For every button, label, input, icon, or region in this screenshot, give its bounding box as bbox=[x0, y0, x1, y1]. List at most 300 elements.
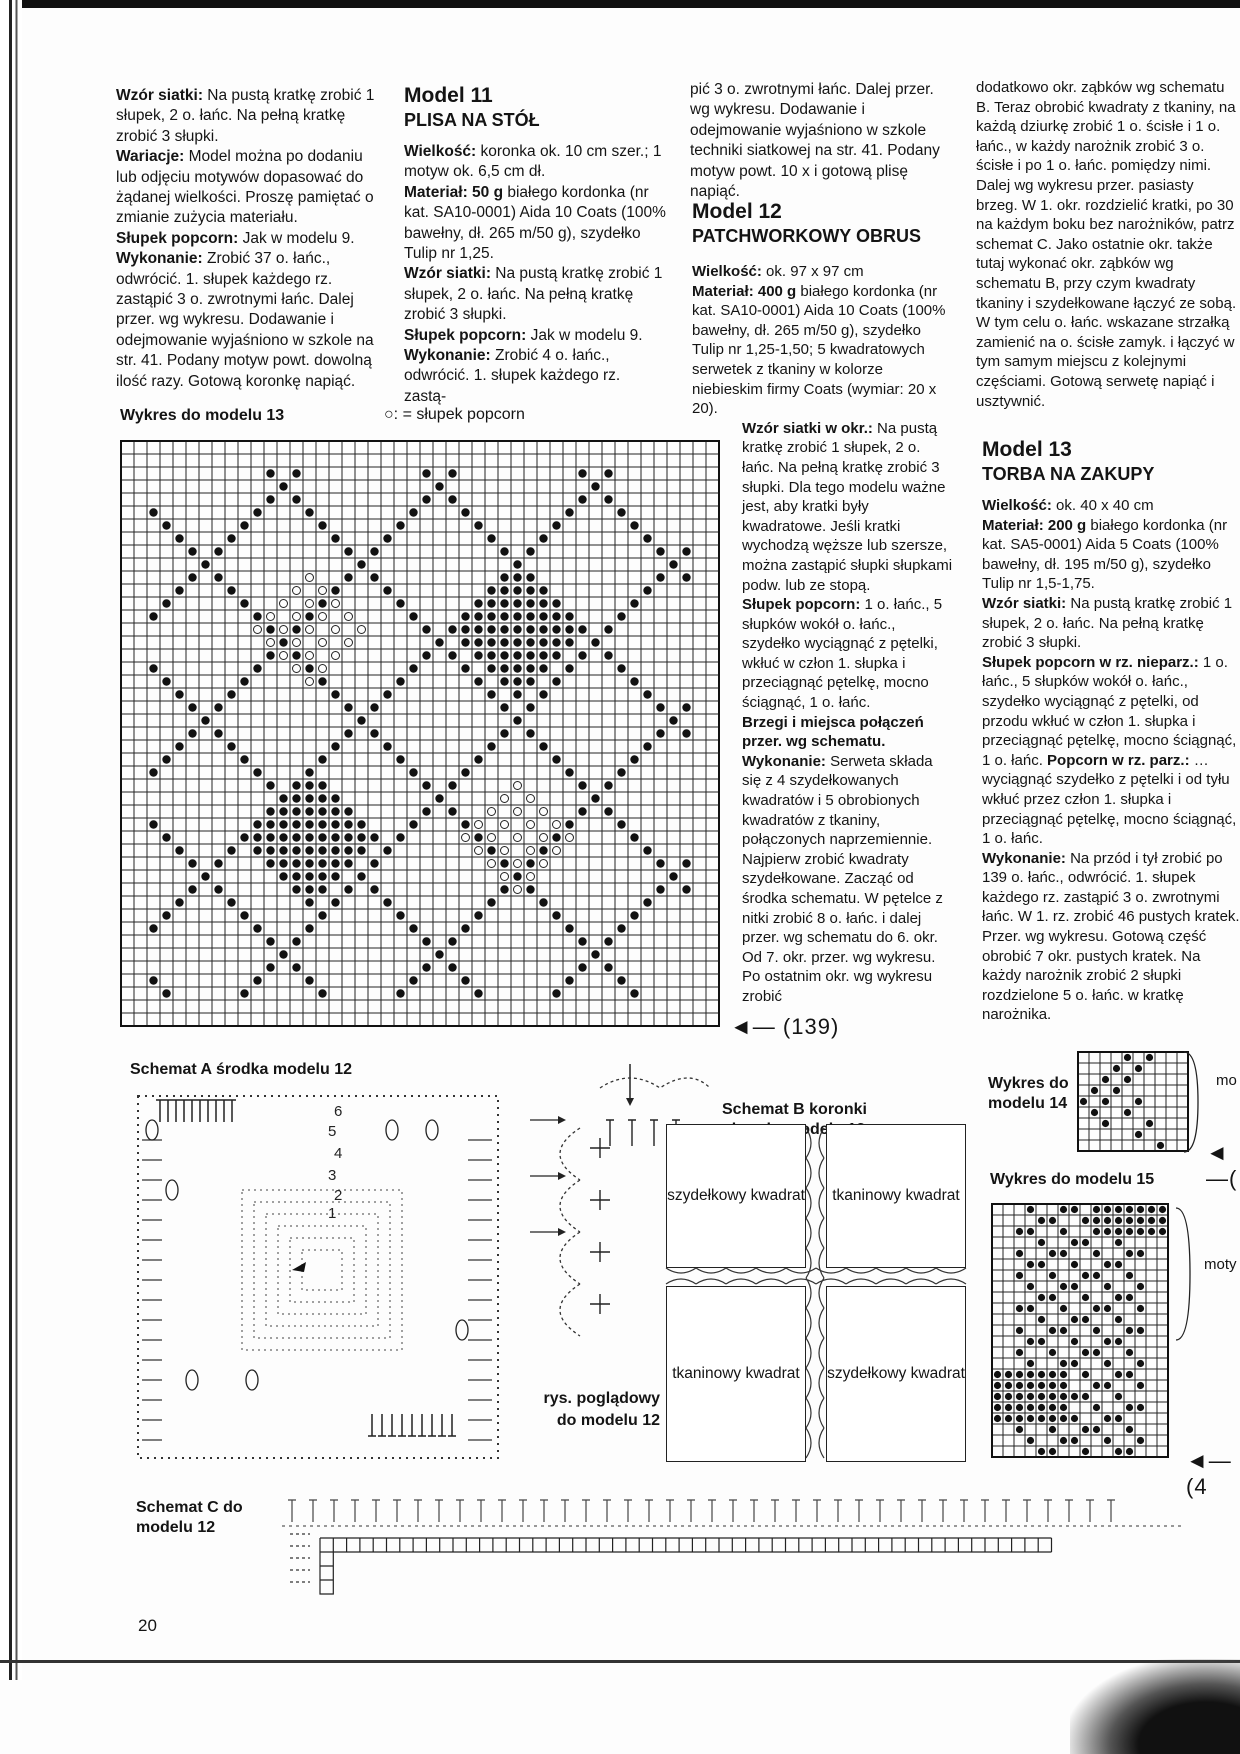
filled-mark bbox=[1038, 1316, 1045, 1323]
filled-mark bbox=[526, 625, 534, 633]
filled-mark bbox=[201, 872, 209, 880]
filled-mark bbox=[630, 755, 638, 763]
filled-mark bbox=[474, 521, 482, 529]
filled-mark bbox=[526, 599, 534, 607]
filled-mark bbox=[513, 599, 521, 607]
filled-mark bbox=[188, 885, 196, 893]
round-label: 5 bbox=[328, 1123, 337, 1140]
filled-mark bbox=[656, 573, 664, 581]
filled-mark bbox=[357, 560, 365, 568]
filled-mark bbox=[487, 612, 495, 620]
filled-mark bbox=[1060, 1283, 1067, 1290]
popcorn-symbol bbox=[246, 1370, 258, 1390]
filled-mark bbox=[292, 846, 300, 854]
filled-mark bbox=[1126, 1371, 1133, 1378]
filled-mark bbox=[552, 599, 560, 607]
filled-mark bbox=[1038, 1382, 1045, 1389]
filled-mark bbox=[422, 937, 430, 945]
filled-mark bbox=[1115, 1393, 1122, 1400]
stitch-symbol bbox=[438, 1414, 446, 1436]
filled-mark bbox=[1104, 1283, 1111, 1290]
stitch-symbol bbox=[981, 1500, 989, 1522]
filled-mark bbox=[604, 625, 612, 633]
filled-mark bbox=[643, 534, 651, 542]
filled-mark bbox=[305, 807, 313, 815]
filled-mark bbox=[1027, 1360, 1034, 1367]
join-scallop-v bbox=[806, 1338, 824, 1368]
filled-mark bbox=[1027, 1393, 1034, 1400]
stitch-symbol bbox=[540, 1500, 548, 1522]
filled-mark bbox=[565, 625, 573, 633]
filled-mark bbox=[1091, 1109, 1098, 1116]
filled-mark bbox=[1126, 1206, 1133, 1213]
stitch-symbol bbox=[435, 1500, 443, 1522]
filled-mark bbox=[500, 703, 508, 711]
filled-mark bbox=[279, 833, 287, 841]
arrow-left-icon: ◄— bbox=[1186, 1448, 1232, 1473]
scallop bbox=[560, 1232, 580, 1284]
stitch-symbol bbox=[196, 1100, 204, 1122]
filled-mark bbox=[305, 833, 313, 841]
stitch-symbol bbox=[204, 1100, 212, 1122]
stitch-symbol bbox=[351, 1500, 359, 1522]
filled-mark bbox=[292, 625, 300, 633]
filled-mark bbox=[513, 664, 521, 672]
column-1: Wzór siatki: Na pustą kratkę zrobić 1 słupek, 2 o. łańc. Na pełną kratkę zrobić 3 słupki. Wariacje: Model można po dodaniu lub odjęciu motywów dopasować do żądanej wielkości. Proszę pamiętać o zmianie zużycia materiału. Słupek popcorn: Jak w modelu 9. Wykonanie: Zrobić 37 o. łańc., odwrócić. 1. słupek każdego rz. zastąpić 3 o. zwrotnymi łańc. Dalej przer. wg wykresu. Dodawanie i odejmowanie wyjaśniono w szkole na str. 41. Podany motyw powt. dowolną ilość razy. Gotową koronkę napiąć. bbox=[116, 87, 375, 390]
filled-mark bbox=[305, 612, 313, 620]
filled-mark bbox=[1080, 1098, 1087, 1105]
join-scallop-v bbox=[806, 1128, 824, 1158]
filled-mark bbox=[1082, 1294, 1089, 1301]
popcorn-mark bbox=[527, 795, 535, 803]
filled-mark bbox=[1093, 1327, 1100, 1334]
filled-mark bbox=[1016, 1228, 1023, 1235]
chart-13-title: Wykres do modelu 13 bbox=[120, 407, 285, 424]
filled-mark bbox=[500, 677, 508, 685]
filled-mark bbox=[1016, 1305, 1023, 1312]
popcorn-mark bbox=[345, 613, 353, 621]
filled-mark bbox=[422, 469, 430, 477]
stitch-symbol bbox=[456, 1500, 464, 1522]
filled-mark bbox=[526, 573, 534, 581]
filled-mark bbox=[409, 976, 417, 984]
schemat-c-title: Schemat C do modelu 12 bbox=[136, 1499, 243, 1536]
filled-mark bbox=[1071, 1415, 1078, 1422]
popcorn-mark bbox=[540, 860, 548, 868]
stitch-symbol bbox=[939, 1500, 947, 1522]
filled-mark bbox=[474, 625, 482, 633]
arrow-down-icon bbox=[626, 1098, 634, 1106]
filled-mark bbox=[1115, 1206, 1122, 1213]
filled-mark bbox=[1071, 1393, 1078, 1400]
filled-mark bbox=[1071, 1283, 1078, 1290]
filled-mark bbox=[526, 638, 534, 646]
filled-mark bbox=[318, 807, 326, 815]
filled-mark bbox=[383, 586, 391, 594]
join-scallop-h bbox=[876, 1268, 906, 1284]
popcorn-mark bbox=[254, 626, 262, 634]
filled-mark bbox=[994, 1382, 1001, 1389]
chart-14-grid bbox=[1060, 1048, 1200, 1160]
filled-mark bbox=[292, 469, 300, 477]
stitch-symbol bbox=[156, 1100, 164, 1122]
stitch-symbol bbox=[519, 1500, 527, 1522]
popcorn-mark bbox=[280, 652, 288, 660]
filled-mark bbox=[1137, 1228, 1144, 1235]
filled-mark bbox=[1126, 1272, 1133, 1279]
join-scallop-h bbox=[846, 1268, 876, 1284]
popcorn-mark bbox=[462, 834, 470, 842]
filled-mark bbox=[513, 612, 521, 620]
filled-mark bbox=[1157, 1142, 1164, 1149]
popcorn-symbol bbox=[186, 1370, 198, 1390]
filled-mark bbox=[227, 742, 235, 750]
filled-mark bbox=[240, 911, 248, 919]
filled-mark bbox=[1060, 1327, 1067, 1334]
filled-mark bbox=[435, 482, 443, 490]
filled-mark bbox=[1137, 1250, 1144, 1257]
filled-mark bbox=[1038, 1239, 1045, 1246]
filled-mark bbox=[253, 833, 261, 841]
filled-mark bbox=[682, 547, 690, 555]
filled-mark bbox=[383, 690, 391, 698]
filled-mark bbox=[630, 833, 638, 841]
filled-mark bbox=[1071, 1437, 1078, 1444]
filled-mark bbox=[539, 846, 547, 854]
filled-mark bbox=[500, 664, 508, 672]
filled-mark bbox=[1060, 1305, 1067, 1312]
filled-mark bbox=[1082, 1239, 1089, 1246]
popcorn-mark bbox=[358, 626, 366, 634]
filled-mark bbox=[331, 742, 339, 750]
filled-mark bbox=[370, 859, 378, 867]
filled-mark bbox=[1071, 1360, 1078, 1367]
filled-mark bbox=[461, 612, 469, 620]
filled-mark bbox=[552, 911, 560, 919]
popcorn-mark bbox=[553, 821, 561, 829]
filled-mark bbox=[188, 703, 196, 711]
filled-mark bbox=[396, 989, 404, 997]
filled-mark bbox=[513, 638, 521, 646]
arrow-right-icon bbox=[558, 1116, 566, 1124]
filled-mark bbox=[1049, 1371, 1056, 1378]
filled-mark bbox=[1115, 1448, 1122, 1455]
round-outline bbox=[302, 1250, 342, 1290]
filled-mark bbox=[370, 833, 378, 841]
stitch-symbol bbox=[309, 1500, 317, 1522]
filled-mark bbox=[1082, 1448, 1089, 1455]
filled-mark bbox=[1027, 1261, 1034, 1268]
filled-mark bbox=[331, 820, 339, 828]
filled-mark bbox=[253, 664, 261, 672]
filled-mark bbox=[292, 833, 300, 841]
stitch-symbol bbox=[750, 1500, 758, 1522]
popcorn-mark bbox=[566, 834, 574, 842]
filled-mark bbox=[487, 586, 495, 594]
filled-mark bbox=[643, 846, 651, 854]
filled-mark bbox=[474, 599, 482, 607]
filled-mark bbox=[266, 495, 274, 503]
filled-mark bbox=[1148, 1228, 1155, 1235]
filled-mark bbox=[578, 495, 586, 503]
chart-15-title: Wykres do modelu 15 bbox=[990, 1171, 1155, 1188]
filled-mark bbox=[682, 703, 690, 711]
filled-mark bbox=[1038, 1371, 1045, 1378]
filled-mark bbox=[1093, 1206, 1100, 1213]
filled-mark bbox=[630, 599, 638, 607]
filled-mark bbox=[1060, 1404, 1067, 1411]
filled-mark bbox=[227, 586, 235, 594]
stitch-symbol bbox=[498, 1500, 506, 1522]
filled-mark bbox=[305, 976, 313, 984]
filled-mark bbox=[331, 872, 339, 880]
filled-mark bbox=[1082, 1426, 1089, 1433]
filled-mark bbox=[643, 690, 651, 698]
popcorn-symbol bbox=[146, 1120, 158, 1140]
patchwork-join-scallops bbox=[660, 1118, 970, 1466]
filled-mark bbox=[383, 846, 391, 854]
filled-mark bbox=[1016, 1415, 1023, 1422]
filled-mark bbox=[409, 612, 417, 620]
filled-mark bbox=[591, 794, 599, 802]
stitch-cross bbox=[590, 1294, 610, 1314]
filled-mark bbox=[292, 937, 300, 945]
popcorn-mark bbox=[514, 886, 522, 894]
filled-mark bbox=[617, 924, 625, 932]
filled-mark bbox=[1082, 1272, 1089, 1279]
filled-mark bbox=[539, 742, 547, 750]
filled-mark bbox=[1115, 1228, 1122, 1235]
filled-mark bbox=[461, 976, 469, 984]
stitch-symbol bbox=[606, 1120, 614, 1146]
filled-mark bbox=[513, 586, 521, 594]
filled-mark bbox=[461, 508, 469, 516]
model-12-title: Model 12 PATCHWORKOWY OBRUS bbox=[692, 200, 921, 246]
filled-mark bbox=[526, 859, 534, 867]
filled-mark bbox=[318, 521, 326, 529]
filled-mark bbox=[162, 599, 170, 607]
filled-mark bbox=[383, 742, 391, 750]
filled-mark bbox=[1005, 1393, 1012, 1400]
filled-mark bbox=[1038, 1261, 1045, 1268]
join-scallop-h bbox=[696, 1268, 726, 1284]
filled-mark bbox=[162, 989, 170, 997]
filled-mark bbox=[344, 820, 352, 828]
filled-mark bbox=[1038, 1448, 1045, 1455]
filled-mark bbox=[162, 521, 170, 529]
stitch-symbol bbox=[813, 1500, 821, 1522]
filled-mark bbox=[448, 937, 456, 945]
filled-mark bbox=[474, 755, 482, 763]
filled-mark bbox=[318, 989, 326, 997]
filled-mark bbox=[526, 547, 534, 555]
filled-mark bbox=[526, 677, 534, 685]
filled-mark bbox=[1124, 1054, 1131, 1061]
filled-mark bbox=[461, 768, 469, 776]
filled-mark bbox=[1137, 1437, 1144, 1444]
filled-mark bbox=[409, 664, 417, 672]
chart-13-lines bbox=[121, 441, 719, 1026]
stitch-symbol bbox=[792, 1500, 800, 1522]
filled-mark bbox=[396, 521, 404, 529]
stitch-symbol bbox=[650, 1120, 658, 1146]
filled-mark bbox=[149, 976, 157, 984]
popcorn-mark bbox=[475, 821, 483, 829]
stitch-symbol bbox=[1065, 1500, 1073, 1522]
filled-mark bbox=[409, 508, 417, 516]
filled-mark bbox=[448, 625, 456, 633]
filled-mark bbox=[344, 573, 352, 581]
filled-mark bbox=[487, 742, 495, 750]
chart-14-marker: ◄—( bbox=[1206, 1140, 1238, 1191]
filled-mark bbox=[578, 807, 586, 815]
filled-mark bbox=[318, 755, 326, 763]
filled-mark bbox=[461, 625, 469, 633]
stitch-symbol bbox=[729, 1500, 737, 1522]
filled-mark bbox=[253, 846, 261, 854]
filled-mark bbox=[240, 521, 248, 529]
filled-mark bbox=[448, 963, 456, 971]
filled-mark bbox=[656, 859, 664, 867]
round-label: 3 bbox=[328, 1167, 337, 1184]
stitch-symbol bbox=[771, 1500, 779, 1522]
filled-mark bbox=[1093, 1250, 1100, 1257]
stitch-symbol bbox=[188, 1100, 196, 1122]
filled-mark bbox=[539, 599, 547, 607]
filled-mark bbox=[227, 534, 235, 542]
filled-mark bbox=[305, 846, 313, 854]
chart-14-lines bbox=[1078, 1052, 1188, 1151]
filled-mark bbox=[526, 612, 534, 620]
filled-mark bbox=[149, 924, 157, 932]
filled-mark bbox=[539, 898, 547, 906]
filled-mark bbox=[266, 781, 274, 789]
filled-mark bbox=[214, 703, 222, 711]
stitch-symbol bbox=[1044, 1500, 1052, 1522]
filled-mark bbox=[539, 586, 547, 594]
patch-square-4: szydełkowy kwadrat bbox=[826, 1286, 966, 1462]
filled-mark bbox=[1115, 1371, 1122, 1378]
filled-mark bbox=[526, 729, 534, 737]
chart-14-side-label: mo bbox=[1216, 1072, 1237, 1089]
filled-mark bbox=[435, 950, 443, 958]
popcorn-mark bbox=[306, 652, 314, 660]
filled-mark bbox=[1060, 1206, 1067, 1213]
filled-mark bbox=[279, 638, 287, 646]
filled-mark bbox=[591, 638, 599, 646]
arrow-left-icon: ◄— bbox=[730, 1014, 776, 1039]
popcorn-mark bbox=[319, 639, 327, 647]
popcorn-mark bbox=[501, 847, 509, 855]
patch-square-1: szydełkowy kwadrat bbox=[666, 1124, 806, 1268]
filled-mark bbox=[487, 846, 495, 854]
filled-mark bbox=[331, 859, 339, 867]
filled-mark bbox=[331, 690, 339, 698]
chart-15-marker: ◄—(4 bbox=[1186, 1448, 1232, 1499]
filled-mark bbox=[344, 547, 352, 555]
filled-mark bbox=[357, 820, 365, 828]
filled-mark bbox=[305, 664, 313, 672]
filled-mark bbox=[1113, 1087, 1120, 1094]
filled-mark bbox=[344, 846, 352, 854]
filled-mark bbox=[552, 677, 560, 685]
scallop bbox=[560, 1284, 580, 1336]
filled-mark bbox=[500, 586, 508, 594]
chart-14-title: Wykres do modelu 14 bbox=[988, 1075, 1069, 1112]
filled-mark bbox=[1093, 1349, 1100, 1356]
filled-mark bbox=[1104, 1261, 1111, 1268]
filled-mark bbox=[682, 859, 690, 867]
stitch-symbol bbox=[603, 1500, 611, 1522]
filled-mark bbox=[604, 807, 612, 815]
stitch-symbol bbox=[918, 1500, 926, 1522]
filled-mark bbox=[539, 534, 547, 542]
schemat-a-border bbox=[138, 1096, 498, 1458]
arrow-right-icon bbox=[558, 1172, 566, 1180]
filled-mark bbox=[500, 859, 508, 867]
filled-mark bbox=[188, 573, 196, 581]
filled-mark bbox=[539, 638, 547, 646]
filled-mark bbox=[188, 729, 196, 737]
filled-mark bbox=[578, 651, 586, 659]
filled-mark bbox=[1126, 1448, 1133, 1455]
filled-mark bbox=[656, 885, 664, 893]
filled-mark bbox=[370, 547, 378, 555]
filled-mark bbox=[669, 872, 677, 880]
popcorn-mark bbox=[501, 795, 509, 803]
filled-mark bbox=[1060, 1250, 1067, 1257]
round-label: 2 bbox=[334, 1187, 343, 1204]
filled-mark bbox=[253, 924, 261, 932]
join-scallop-v bbox=[806, 1368, 824, 1398]
popcorn-mark bbox=[293, 587, 301, 595]
filled-mark bbox=[1093, 1426, 1100, 1433]
filled-mark bbox=[201, 716, 209, 724]
filled-mark bbox=[240, 989, 248, 997]
filled-mark bbox=[552, 651, 560, 659]
filled-mark bbox=[474, 677, 482, 685]
filled-mark bbox=[617, 612, 625, 620]
filled-mark bbox=[279, 846, 287, 854]
filled-mark bbox=[591, 482, 599, 490]
popcorn-mark bbox=[553, 847, 561, 855]
stitch-symbol bbox=[388, 1414, 396, 1436]
filled-mark bbox=[422, 807, 430, 815]
filled-mark bbox=[604, 963, 612, 971]
filled-mark bbox=[344, 807, 352, 815]
filled-mark bbox=[1126, 1294, 1133, 1301]
filled-mark bbox=[331, 586, 339, 594]
filled-mark bbox=[1038, 1404, 1045, 1411]
filled-mark bbox=[422, 495, 430, 503]
stitch-symbol bbox=[414, 1500, 422, 1522]
filled-mark bbox=[643, 586, 651, 594]
filled-mark bbox=[1049, 1415, 1056, 1422]
popcorn-mark bbox=[514, 782, 522, 790]
popcorn-mark bbox=[540, 808, 548, 816]
filled-mark bbox=[1104, 1382, 1111, 1389]
scan-smudge bbox=[1070, 1659, 1240, 1754]
stitch-symbol bbox=[448, 1414, 456, 1436]
stitch-symbol bbox=[180, 1100, 188, 1122]
scan-bottom-edge bbox=[0, 1660, 1240, 1663]
popcorn-mark bbox=[527, 821, 535, 829]
filled-mark bbox=[500, 885, 508, 893]
popcorn-mark bbox=[306, 600, 314, 608]
filled-mark bbox=[526, 885, 534, 893]
filled-mark bbox=[1038, 1294, 1045, 1301]
join-scallop-v bbox=[806, 1218, 824, 1248]
